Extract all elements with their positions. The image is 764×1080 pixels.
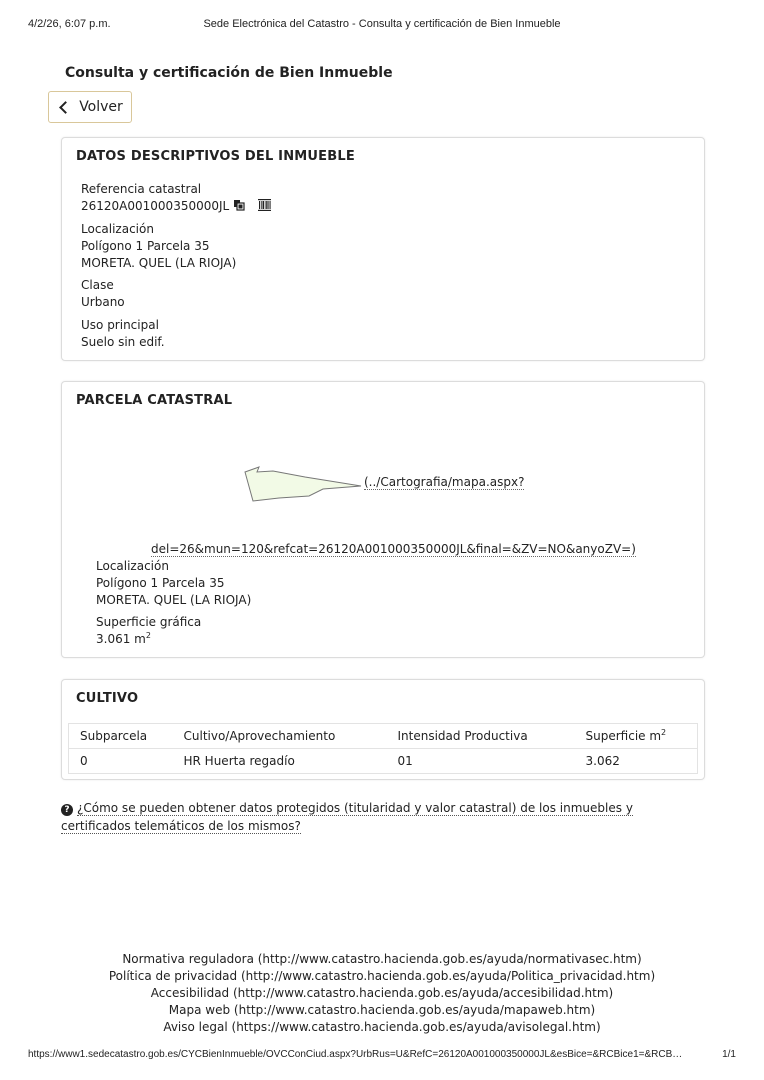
panel-title: DATOS DESCRIPTIVOS DEL INMUEBLE: [76, 149, 355, 164]
parcel-location-line2: MORETA. QUEL (LA RIOJA): [96, 593, 252, 607]
protected-data-faq: [61, 799, 701, 835]
barcode-icon[interactable]: [258, 199, 271, 211]
parcel-map-link[interactable]: (../Cartografia/mapa.aspx?: [364, 475, 525, 489]
panel-title: PARCELA CATASTRAL: [76, 393, 233, 408]
column-header: Subparcela: [69, 724, 173, 749]
parcel-panel: [61, 381, 705, 658]
parcel-shape-image[interactable]: [243, 464, 368, 504]
print-header: [28, 18, 736, 34]
crops-panel: [61, 679, 705, 780]
main-use-label: Uso principal: [81, 318, 159, 332]
main-use-value: Suelo sin edif.: [81, 335, 165, 349]
surface-label: Superficie gráfica: [96, 615, 202, 629]
location-label: Localización: [81, 222, 154, 236]
table-cell: 01: [387, 749, 575, 774]
table-row: [69, 749, 698, 774]
column-header: Intensidad Productiva: [387, 724, 575, 749]
column-header: Cultivo/Aprovechamiento: [173, 724, 387, 749]
question-circle-icon: ?: [61, 804, 73, 816]
table-cell: 0: [69, 749, 173, 774]
print-footer: [28, 1049, 736, 1065]
table-cell: 3.062: [575, 749, 698, 774]
parcel-map-link-continued[interactable]: del=26&mun=120&refcat=26120A001000350000JL&final=&ZV=NO&anyoZV=): [151, 542, 636, 556]
table-cell: HR Huerta regadío: [173, 749, 387, 774]
class-label: Clase: [81, 278, 114, 292]
print-datetime: 4/2/26, 6:07 p.m.: [28, 18, 111, 30]
location-line1: Polígono 1 Parcela 35: [81, 239, 210, 253]
reference-value: 26120A001000350000JL: [81, 199, 230, 213]
page-title: Consulta y certificación de Bien Inmueble: [65, 65, 393, 81]
footer-link-aviso-legal[interactable]: Aviso legal (https://www.catastro.hacienda.gob.es/ayuda/avisolegal.htm): [163, 1020, 601, 1034]
panel-title: CULTIVO: [76, 691, 139, 706]
print-page-number: 1/1: [722, 1049, 736, 1060]
print-page-title: Sede Electrónica del Catastro - Consulta y certificación de Bien Inmueble: [203, 18, 561, 30]
chevron-left-icon: [59, 101, 72, 114]
reference-label: Referencia catastral: [81, 182, 202, 196]
parcel-location-line1: Polígono 1 Parcela 35: [96, 576, 225, 590]
class-value: Urbano: [81, 295, 125, 309]
footer-link-mapa-web[interactable]: Mapa web (http://www.catastro.hacienda.gob.es/ayuda/mapaweb.htm): [168, 1003, 596, 1017]
footer-links: [0, 951, 764, 1036]
back-button[interactable]: [48, 91, 132, 123]
protected-data-faq-link[interactable]: ¿Cómo se pueden obtener datos protegidos (titularidad y valor catastral) de los inmuebles y certificados telemáticos de los mismos?: [61, 801, 633, 833]
footer-link-accesibilidad[interactable]: Accesibilidad (http://www.catastro.hacienda.gob.es/ayuda/accesibilidad.htm): [150, 986, 614, 1000]
surface-value: 3.061 $m^2$: [96, 631, 151, 646]
footer-link-normativa[interactable]: Normativa reguladora (http://www.catastro.hacienda.gob.es/ayuda/normativasec.htm): [122, 952, 642, 966]
location-line2: MORETA. QUEL (LA RIOJA): [81, 256, 237, 270]
footer-link-privacidad[interactable]: Política de privacidad (http://www.catastro.hacienda.gob.es/ayuda/Politica_privacidad.htm): [108, 969, 656, 983]
back-button-label: Volver: [79, 99, 123, 115]
crops-table: [68, 723, 698, 774]
descriptive-data-panel: [61, 137, 705, 361]
parcel-location-label: Localización: [96, 559, 169, 573]
print-url: https://www1.sedecatastro.gob.es/CYCBienInmueble/OVCConCiud.aspx?UrbRus=U&RefC=26120A001000350000JL&esBice=&RCBice1=&RCB…: [28, 1049, 683, 1060]
copy-icon[interactable]: [233, 199, 245, 211]
table-header-row: [69, 724, 698, 749]
column-header: Superficie $m^2$: [575, 724, 698, 749]
